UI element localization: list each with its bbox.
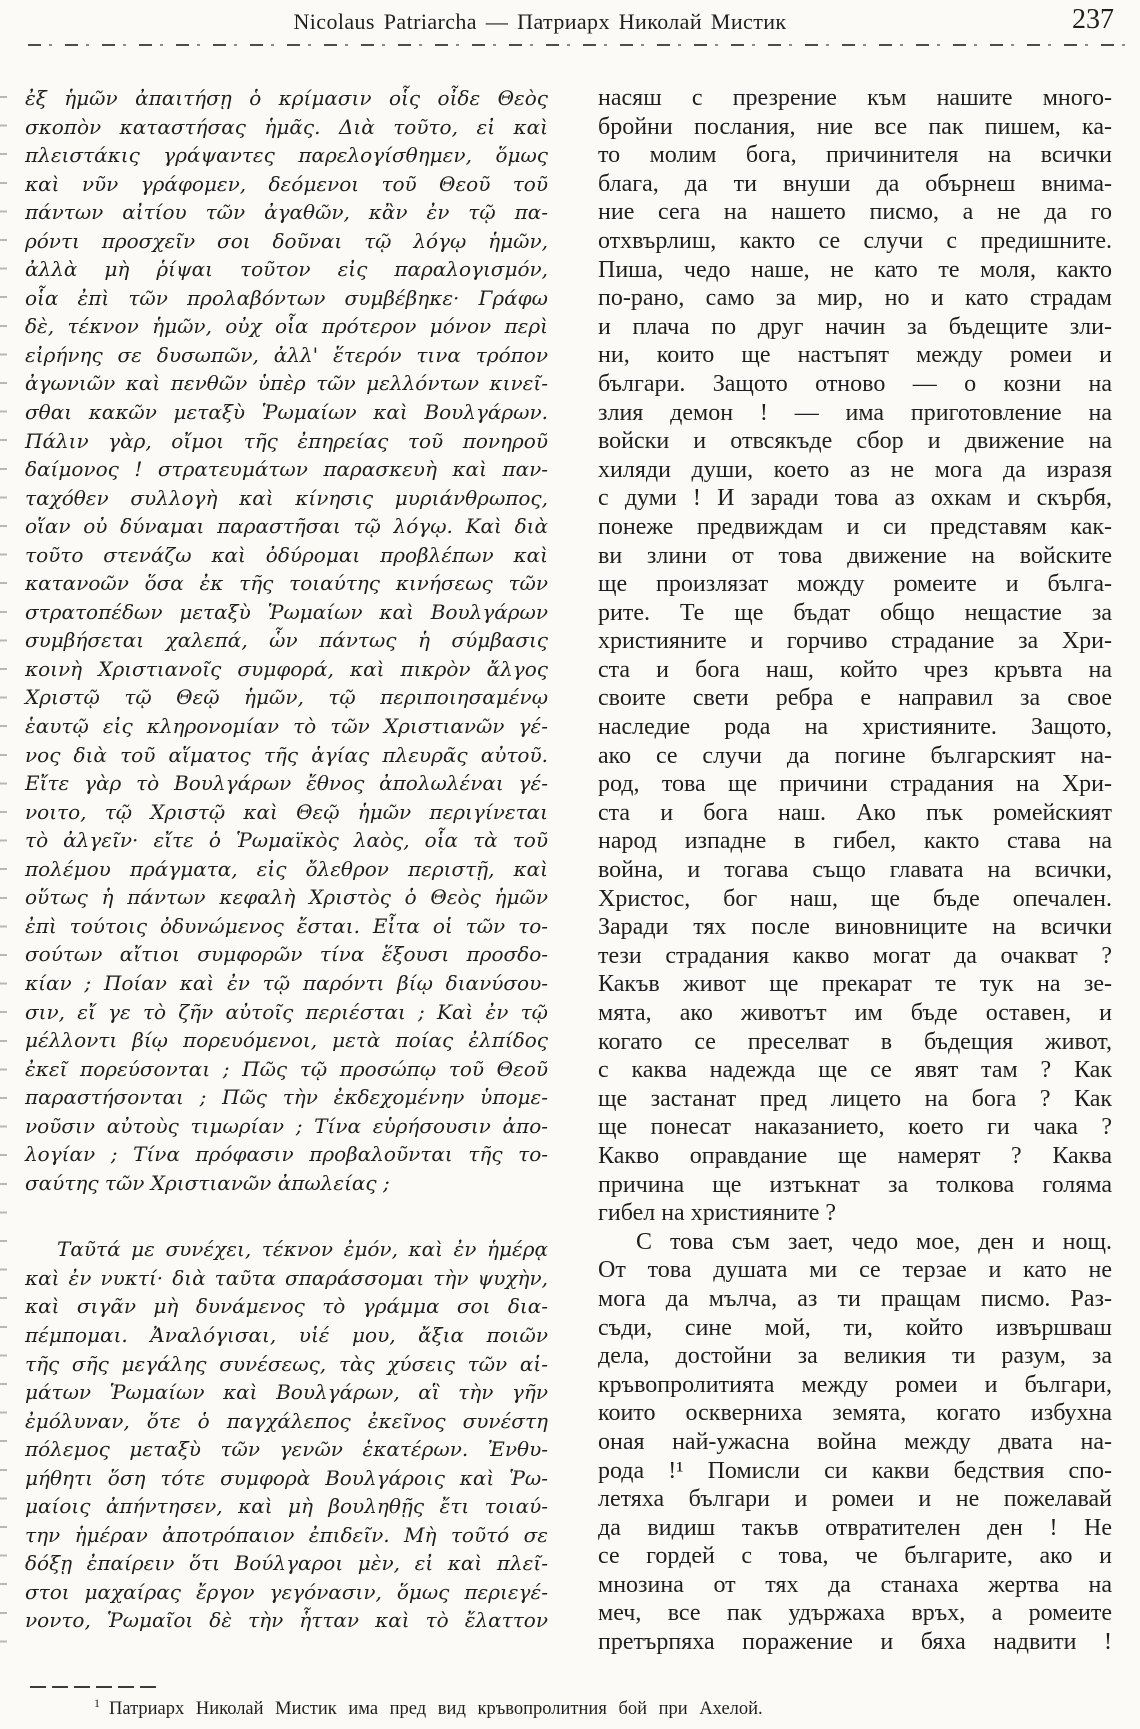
text-line: гибел на християните ? <box>598 1200 837 1227</box>
text-line: δὲ, τέκνον ἡμῶν, οὐχ οἷα πρότερον μόνον περὶ <box>25 314 548 339</box>
text-line: ρόντι προσχεῖν σοι δοῦναι τῷ λόγῳ ἡμῶν, <box>25 228 548 253</box>
text-line: στοι μαχαίρας ἔργον γεγόνασιν, ὅμως περιεγέ- <box>25 1579 548 1604</box>
text-line: рода !¹ Помисли си какви бедствия спо- <box>598 1457 1112 1484</box>
page-header-title: Nicolaus Patriarcha — Патриарх Николай Мистик <box>293 9 787 34</box>
text-line: бройни послания, ние все пак пишем, ка- <box>598 113 1112 140</box>
text-line: Христос, бог наш, ще бъде опечален. <box>598 885 1112 912</box>
text-line: тези страдания какво могат да очакват ? <box>598 942 1112 969</box>
text-line: С това съм зает, чедо мое, ден и нощ. <box>636 1228 1112 1255</box>
text-line: Ταῦτά με συνέχει, τέκνον ἐμόν, καὶ ἐν ἡμέρᾳ <box>57 1237 548 1262</box>
text-line: то молим бога, причинителя на всички <box>598 142 1112 169</box>
text-line: δόξῃ ἐπαίρειν ὅτι Βούλγαροι μὲν, εἰ καὶ πλεῖ- <box>25 1551 548 1576</box>
bulgarian-paragraph-1 <box>598 84 1112 1228</box>
text-line: καὶ σιγᾶν μὴ δυνάμενος τὸ γράμμα σοι δια- <box>25 1294 548 1319</box>
text-line: ἐκεῖ πορεύσονται ; Πῶς τῷ προσώπῳ τοῦ Θεοῦ <box>25 1056 548 1081</box>
text-line: καὶ νῦν γράφομεν, δεόμενοι τοῦ Θεοῦ τοῦ <box>25 171 548 196</box>
text-line: νοῦσιν αὐτοὺς τιμωρίαν ; Τίνα εὑρήσουσιν ἀπο- <box>25 1113 548 1138</box>
text-line: хиляди души, което аз не мога да изразя <box>598 456 1112 483</box>
text-line: причина ще изтъкнат за толкова голяма <box>598 1171 1112 1198</box>
text-line: дела, достойни за великия ти разум, за <box>598 1343 1112 1370</box>
text-line: съди, сине мой, ти, който извършваш <box>598 1314 1112 1341</box>
text-line: μάτων Ῥωμαίων καὶ Βουλγάρων, αἳ τὴν γῆν <box>25 1380 548 1405</box>
text-line: σιν, εἴ γε τὸ ζῆν αὐτοῖς περιέσται ; Καὶ ἐν τῷ <box>25 999 548 1024</box>
page-number: 237 <box>1072 4 1114 35</box>
text-line: μέλλοντι βίῳ πορευόμενοι, μετὰ ποίας ἐλπίδος <box>25 1028 548 1053</box>
text-line: Заради тях после виновниците на всички <box>598 914 1112 941</box>
text-line: От това душата ми се терзае и като не <box>598 1257 1112 1284</box>
text-line: ἐμόλυναν, ὅτε ὁ παγχάλεπος ἐκεῖνος συνέστη <box>25 1408 548 1433</box>
text-line: насяш с презрение към нашите много- <box>598 85 1112 111</box>
text-line: συμβήσεται χαλεπά, ὧν πάντως ἡ σύμβασις <box>25 628 548 653</box>
text-line: ако се случи да погине българският на- <box>598 742 1112 769</box>
text-line: σκοπὸν καταστήσας ἡμᾶς. Διὰ τοῦτο, εἰ καὶ <box>25 114 548 139</box>
text-line: Πάλιν γὰρ, οἴμοι τῆς ἐπηρείας τοῦ πονηροῦ <box>25 428 548 453</box>
text-line: ще произлязат можду ромеите и бълга- <box>598 571 1112 598</box>
text-line: τοῦτο στενάζω καὶ ὀδύρομαι προβλέπων καὶ <box>25 542 548 567</box>
text-line: злия демон ! — има приготовление на <box>598 399 1112 426</box>
text-line: с каква надежда ще се явят там ? Как <box>598 1057 1112 1084</box>
text-line: летяха българи и ромеи и не пожелавай <box>598 1486 1112 1513</box>
footnote <box>30 1696 1116 1720</box>
text-line: ταχόθεν συλλογὴ καὶ κίνησις μυριάνθρωπος, <box>25 485 548 510</box>
text-line: ста и бога наш. Ако пък ромейският <box>598 799 1112 826</box>
text-line: ста и бога наш, който чрез кръвта на <box>598 656 1112 683</box>
text-line: рите. Те ще бъдат общо нещастие за <box>598 599 1112 626</box>
text-line: мога да мълча, аз ти пращам писмо. Раз- <box>598 1285 1112 1312</box>
footnote-text: Патриарх Николай Мистик има пред вид кръвопролитния бой при Ахелой. <box>109 1699 763 1720</box>
text-line: да видиш такъв отвратителен ден ! Не <box>598 1514 1112 1541</box>
text-line: οἵαν οὐ δύναμαι παραστῆσαι τῷ λόγῳ. Καὶ διὰ <box>25 514 548 539</box>
text-line: война, и тогава също главата на всички, <box>598 857 1112 884</box>
text-line: ще застанат пред лицето на бога ? Как <box>598 1085 1112 1112</box>
text-line: νοιτο, τῷ Χριστῷ καὶ Θεῷ ἡμῶν περιγίνεται <box>25 799 548 824</box>
text-line: τὸ ἀλγεῖν· εἴτε ὁ Ῥωμαϊκὸς λαὸς, οἷα τὰ τοῦ <box>25 828 548 853</box>
scan-edge-marks <box>0 96 7 1659</box>
text-line: πλειστάκις γράψαντες παρελογίσθημεν, ὅμως <box>25 143 548 168</box>
text-line: οὕτως ἡ πάντων κεφαλὴ Χριστὸς ὁ Θεὸς ἡμῶν <box>25 885 548 910</box>
text-line: ἀλλὰ μὴ ῥίψαι τοῦτον εἰς παραλογισμόν, <box>25 257 548 282</box>
greek-column <box>25 84 548 1635</box>
text-line: οἷα ἐπὶ τῶν προλαβόντων συμβέβηκε· Γράφω <box>25 285 548 310</box>
text-line: σθαι κακῶν μεταξὺ Ῥωμαίων καὶ Βουλγάρων. <box>25 400 548 425</box>
text-line: Пиша, чедо наше, не като те моля, както <box>598 256 1112 283</box>
text-line: кръвопролитията между ромеи и българи, <box>598 1371 1112 1398</box>
text-line: πόλεμος μεταξὺ τῶν γενῶν ἑκατέρων. Ἐνθυ- <box>25 1437 548 1462</box>
text-line: πέμπομαι. Ἀναλόγισαι, υἱέ μου, ἄξια ποιῶν <box>25 1322 548 1347</box>
text-line: ви злини от това движение на войските <box>598 542 1112 569</box>
bulgarian-paragraph-2 <box>598 1228 1112 1657</box>
text-line: σούτων αἴτιοι συμφορῶν τίνα ἕξουσι προσδο- <box>25 942 548 967</box>
text-line: ние сега на нашето писмо, а не да го <box>598 199 1112 226</box>
text-line: меч, все пак удържаха връх, а ромеите <box>598 1600 1112 1627</box>
text-line: мнозина от тях да станаха жертва на <box>598 1571 1112 1598</box>
text-line: претърпяха поражение и бяха надвити ! <box>598 1629 1112 1656</box>
text-line: Εἴτε γὰρ τὸ Βουλγάρων ἔθνος ἀπολωλέναι γέ- <box>25 771 548 796</box>
text-line: λογίαν ; Τίνα πρόφασιν προβαλοῦνται τῆς το- <box>25 1142 548 1167</box>
text-line: блага, да ти внуши да обърнеш внима- <box>598 170 1112 197</box>
text-line: μήθητι ὅση τότε συμφορὰ Βουλγάροις καὶ Ῥω- <box>25 1465 548 1490</box>
text-line: κίαν ; Ποίαν καὶ ἐν τῷ παρόντι βίῳ διανύσου- <box>25 970 548 995</box>
text-line: се гордей с това, че българите, ако и <box>598 1543 1112 1570</box>
footnote-marker: 1 <box>94 1696 100 1710</box>
text-line: народ изпадне в гибел, както става на <box>598 828 1112 855</box>
text-line: στρατοπέδων μεταξὺ Ῥωμαίων καὶ Βουλγάρων <box>25 599 548 624</box>
text-line: εἰρήνης σε δυσωπῶν, ἀλλ' ἕτερόν τινα τρόπον <box>25 342 548 367</box>
text-line: πάντων αἰτίου τῶν ἀγαθῶν, κἂν ἐν τῷ πα- <box>25 200 548 225</box>
text-line: δαίμονος ! στρατευμάτων παρασκευὴ καὶ παν- <box>25 457 548 482</box>
header-rule <box>28 44 1134 46</box>
text-line: καὶ ἐν νυκτί· διὰ ταῦτα σπαράσσομαι τὴν ψυχὴν, <box>25 1265 548 1290</box>
text-line: την ἡμέραν ἀποτρόπαιον ἐπιδεῖν. Μὴ τοῦτό σε <box>25 1522 548 1547</box>
text-line: мята, ако животът им бъде оставен, и <box>598 1000 1112 1026</box>
text-line: българи. Защото отново — о козни на <box>598 370 1112 397</box>
text-line: когато се преселват в бъдещия живот, <box>598 1028 1112 1055</box>
text-line: πολέμου πράγματα, εἰς ὄλεθρον περιστῇ, καὶ <box>25 856 548 881</box>
text-line: παραστήσονται ; Πῶς τὴν ἐκδεχομένην ὑπομε- <box>25 1085 548 1110</box>
text-line: оная най-ужасна война между двата на- <box>598 1428 1112 1455</box>
text-line: μαίοις ἀπήντησεν, καὶ μὴ βουληθῇς ἔτι τοιαύ- <box>25 1494 548 1519</box>
greek-paragraph-1 <box>25 84 548 1197</box>
text-line: νος διὰ τοῦ αἵματος τῆς ἁγίας πλευρᾶς αὐτοῦ. <box>25 742 548 767</box>
text-line: понеже предвиждам и си представям как- <box>598 513 1112 540</box>
text-line: ни, които ще настъпят между ромеи и <box>598 342 1112 369</box>
text-line: наследие рода на християните. Защото, <box>598 714 1112 741</box>
text-line: ἀγωνιῶν καὶ πενθῶν ὑπὲρ τῶν μελλόντων κινεῖ- <box>25 371 548 396</box>
text-line: Какво оправдание ще намерят ? Каква <box>598 1142 1112 1169</box>
text-line: ἐπὶ τούτοις ὀδυνώμενος ἔσται. Εἶτα οἱ τῶν το- <box>25 913 548 938</box>
text-line: ἐξ ἡμῶν ἀπαιτήσῃ ὁ κρίμασιν οἷς οἶδε Θεὸς <box>25 86 548 110</box>
text-line: τῆς σῆς μεγάλης συνέσεως, τὰς χύσεις τῶν αἱ- <box>25 1351 548 1376</box>
greek-paragraph-2 <box>25 1235 548 1635</box>
text-line: ἑαυτῷ εἰς κληρονομίαν τὸ τῶν Χριστιανῶν γέ- <box>25 714 548 739</box>
text-line: Χριστῷ τῷ Θεῷ ἡμῶν, τῷ περιποιησαμένῳ <box>25 685 548 710</box>
text-line: отхвърлиш, както се случи с предишните. <box>598 227 1112 254</box>
text-line: с думи ! И заради това аз охкам и скърбя, <box>598 485 1112 512</box>
text-line: σαύτης τῶν Χριστιανῶν ἀπωλείας ; <box>25 1170 390 1195</box>
text-line: по-рано, само за мир, но и като страдам <box>598 285 1112 312</box>
text-line: κατανοῶν ὅσα ἐκ τῆς τοιαύτης κινήσεως τῶν <box>25 571 548 596</box>
text-line: които оскверниха земята, когато избухна <box>598 1400 1112 1427</box>
text-line: κοινὴ Χριστιανοῖς συμφορά, καὶ πικρὸν ἄλγος <box>25 656 548 681</box>
bulgarian-column <box>598 84 1112 1657</box>
text-line: и плача по друг начин за бъдещите зли- <box>598 313 1112 340</box>
text-line: християните и горчиво страдание за Хри- <box>598 628 1112 655</box>
text-line: войски и отвсякъде сбор и движение на <box>598 428 1112 455</box>
text-line: своите свети ребра е направил за свое <box>598 685 1112 712</box>
footnote-rule <box>30 1686 162 1688</box>
text-line: Какъв живот ще прекарат те тук на зе- <box>598 971 1112 998</box>
text-line: род, това ще причини страдания на Хри- <box>598 771 1112 798</box>
text-line: νοντο, Ῥωμαῖοι δὲ τὴν ἧτταν καὶ τὸ ἔλαττον <box>25 1608 548 1633</box>
text-line: ще понесат наказанието, което ги чака ? <box>598 1114 1112 1141</box>
